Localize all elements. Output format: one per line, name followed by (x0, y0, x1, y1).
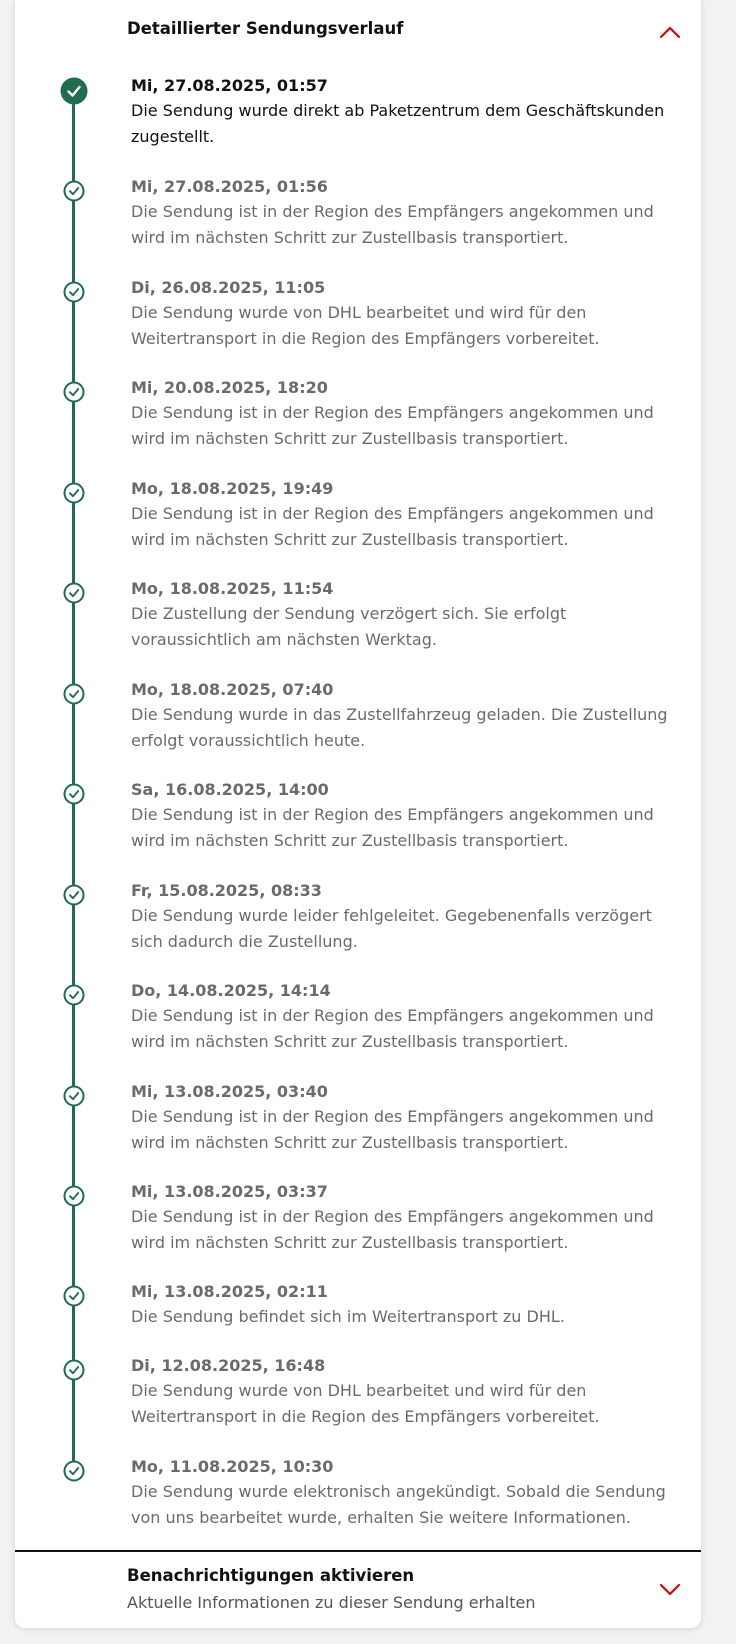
check-outline-icon (59, 1456, 89, 1486)
event-description: Die Sendung ist in der Region des Empfängers angekommen und wird im nächsten Schritt zur Zustellbasis transportiert. (131, 403, 654, 448)
event-description: Die Sendung ist in der Region des Empfängers angekommen und wird im nächsten Schritt zur Zustellbasis transportiert. (131, 1006, 654, 1051)
check-outline-icon (59, 1081, 89, 1111)
event-description: Die Sendung wurde von DHL bearbeitet und wird für den Weitertransport in die Region des Empfängers vorbereitet. (131, 303, 600, 348)
check-outline-icon (59, 578, 89, 608)
check-filled-icon (59, 76, 89, 106)
tracking-timeline (15, 0, 701, 1540)
check-outline-icon (59, 880, 89, 910)
tracking-history-title: Detaillierter Sendungsverlauf (127, 19, 404, 38)
event-timestamp: Mo, 11.08.2025, 10:30 (131, 1457, 334, 1476)
event-timestamp: Fr, 15.08.2025, 08:33 (131, 881, 322, 900)
event-description: Die Sendung ist in der Region des Empfängers angekommen und wird im nächsten Schritt zur Zustellbasis transportiert. (131, 202, 654, 247)
chevron-down-icon[interactable] (659, 1583, 681, 1597)
check-outline-icon (59, 1281, 89, 1311)
event-timestamp: Do, 14.08.2025, 14:14 (131, 981, 331, 1000)
check-outline-icon (59, 478, 89, 508)
event-description: Die Sendung wurde leider fehlgeleitet. Gegebenenfalls verzögert sich dadurch die Zustellung. (131, 906, 652, 951)
event-description: Die Sendung wurde von DHL bearbeitet und wird für den Weitertransport in die Region des Empfängers vorbereitet. (131, 1381, 600, 1426)
event-description: Die Sendung befindet sich im Weitertransport zu DHL. (131, 1307, 565, 1326)
event-description: Die Sendung ist in der Region des Empfängers angekommen und wird im nächsten Schritt zur Zustellbasis transportiert. (131, 504, 654, 549)
event-timestamp: Mo, 18.08.2025, 11:54 (131, 579, 334, 598)
check-outline-icon (59, 377, 89, 407)
notifications-title: Benachrichtigungen aktivieren (127, 1566, 415, 1585)
event-description: Die Sendung ist in der Region des Empfängers angekommen und wird im nächsten Schritt zur Zustellbasis transportiert. (131, 1107, 654, 1152)
event-timestamp: Mi, 13.08.2025, 03:37 (131, 1182, 328, 1201)
event-timestamp: Mi, 27.08.2025, 01:56 (131, 177, 328, 196)
event-timestamp: Mi, 20.08.2025, 18:20 (131, 378, 328, 397)
event-description: Die Sendung wurde elektronisch angekündigt. Sobald die Sendung von uns bearbeitet wurde, erhalten Sie weitere Informationen. (131, 1482, 666, 1527)
event-description: Die Zustellung der Sendung verzögert sich. Sie erfolgt voraussichtlich am nächsten Werktag. (131, 604, 567, 649)
check-outline-icon (59, 1355, 89, 1385)
shipment-card (15, 0, 701, 1628)
check-outline-icon (59, 176, 89, 206)
event-timestamp: Mi, 13.08.2025, 02:11 (131, 1282, 328, 1301)
event-timestamp: Mi, 27.08.2025, 01:57 (131, 76, 328, 95)
event-description: Die Sendung wurde direkt ab Paketzentrum dem Geschäftskunden zugestellt. (131, 101, 665, 146)
event-timestamp: Di, 12.08.2025, 16:48 (131, 1356, 326, 1375)
notifications-subtitle: Aktuelle Informationen zu dieser Sendung erhalten (127, 1593, 536, 1612)
notifications-section[interactable] (15, 1552, 701, 1628)
check-outline-icon (59, 980, 89, 1010)
event-description: Die Sendung wurde in das Zustellfahrzeug geladen. Die Zustellung erfolgt voraussichtlich heute. (131, 705, 668, 750)
check-outline-icon (59, 779, 89, 809)
check-outline-icon (59, 277, 89, 307)
event-timestamp: Mi, 13.08.2025, 03:40 (131, 1082, 328, 1101)
event-timestamp: Mo, 18.08.2025, 19:49 (131, 479, 334, 498)
event-timestamp: Di, 26.08.2025, 11:05 (131, 278, 326, 297)
event-description: Die Sendung ist in der Region des Empfängers angekommen und wird im nächsten Schritt zur Zustellbasis transportiert. (131, 1207, 654, 1252)
check-outline-icon (59, 1181, 89, 1211)
event-description: Die Sendung ist in der Region des Empfängers angekommen und wird im nächsten Schritt zur Zustellbasis transportiert. (131, 805, 654, 850)
check-outline-icon (59, 679, 89, 709)
event-timestamp: Mo, 18.08.2025, 07:40 (131, 680, 334, 699)
event-timestamp: Sa, 16.08.2025, 14:00 (131, 780, 329, 799)
